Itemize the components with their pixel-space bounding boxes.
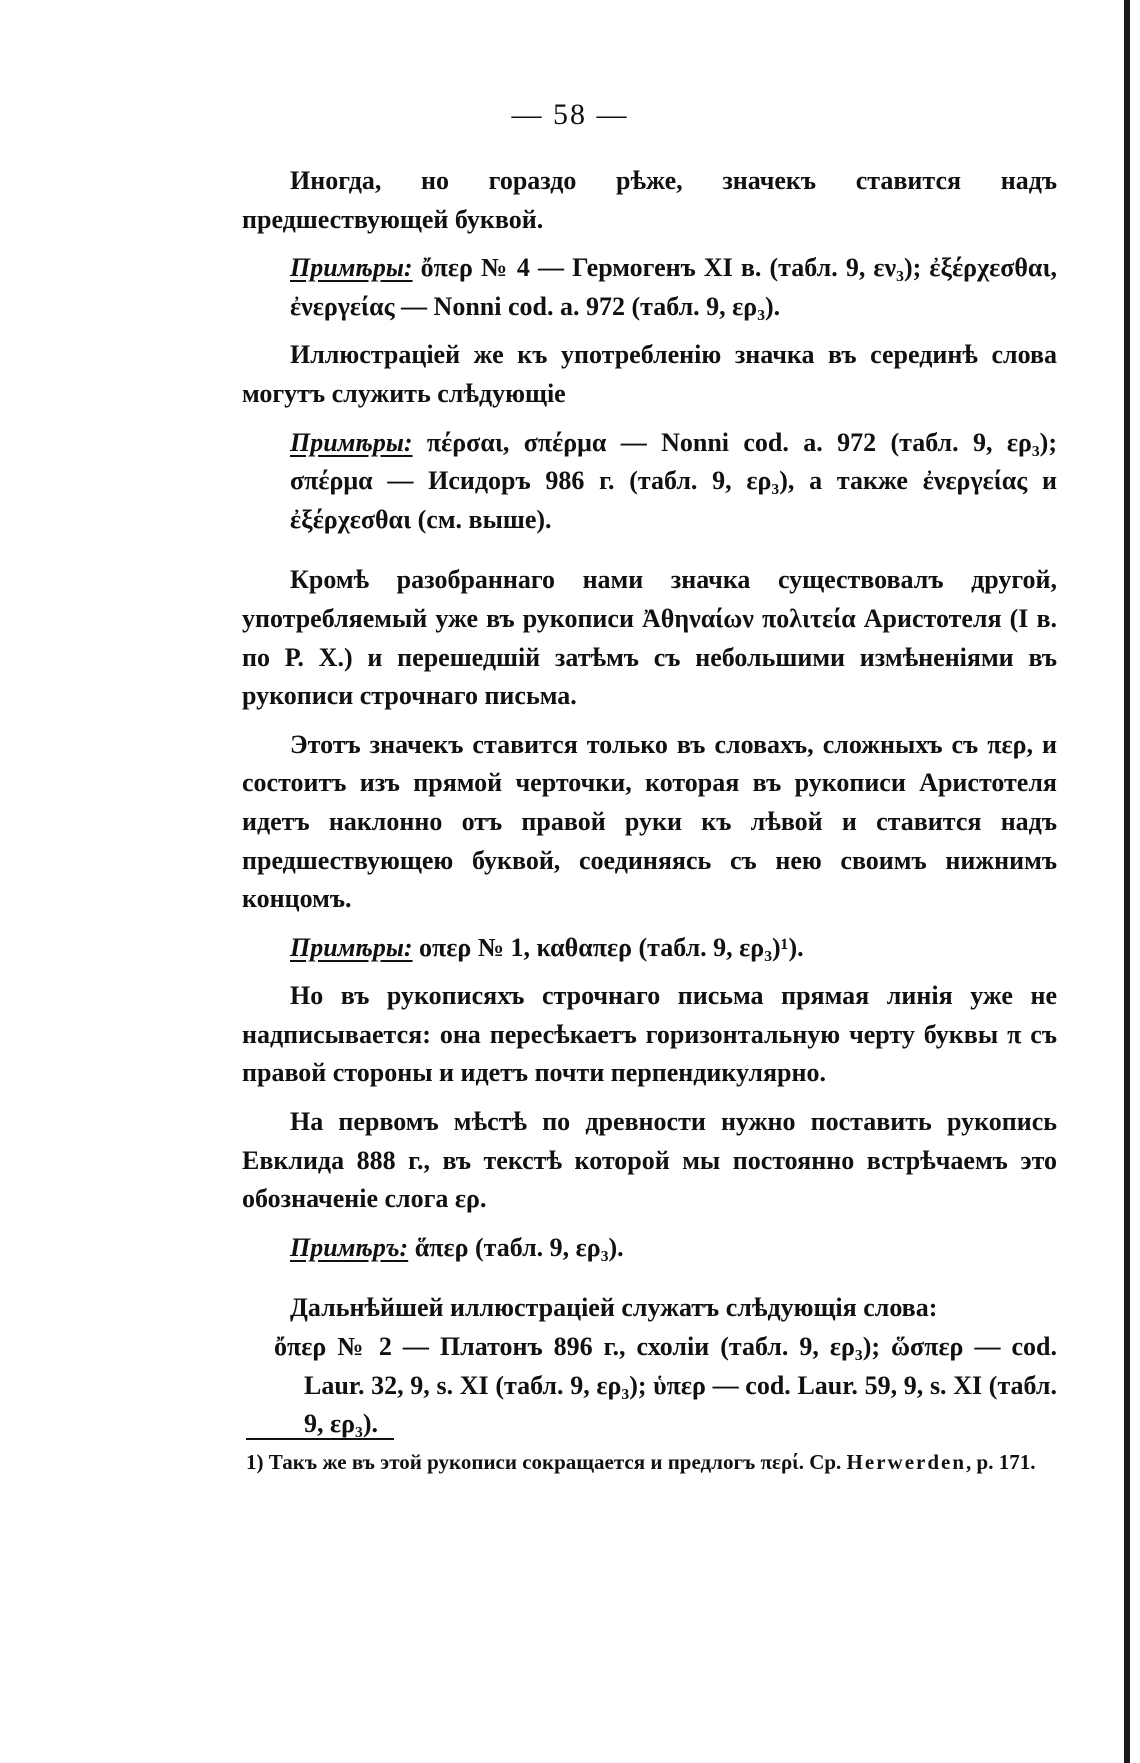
- example-5: ὄπερ № 2 — Платонъ 896 г., схоліи (табл. 9, ερ₃); ὥσπερ — cod. Laur. 32, 9, s. XI (табл. 9, ερ₃); ὑπερ — cod. Laur. 59, 9, s. XI (табл. 9, ερ₃).: [274, 1332, 1057, 1439]
- example-3: [242, 929, 1057, 968]
- example-1-label: Примѣры:: [290, 253, 413, 283]
- page-edge-rule: [1124, 0, 1130, 1763]
- paragraph-1: Иногда, но гораздо рѣже, значекъ ставится надъ предшествующей буквой.: [242, 166, 1057, 234]
- footnote-ref: , p. 171.: [966, 1450, 1036, 1474]
- paragraph-2: Иллюстраціей же къ употребленію значка въ серединѣ слова могутъ служить слѣдующіе: [242, 340, 1057, 408]
- example-2: [242, 424, 1057, 540]
- footnote-text: 1) Такъ же въ этой рукописи сокращается и предлогъ περί. Ср.: [246, 1450, 842, 1474]
- page-number: — 58 —: [511, 98, 629, 131]
- example-1-text: ὄπερ № 4 — Гермогенъ XI в. (табл. 9, εν₃); ἐξέρχεσθαι, ἐνεργείας — Nonni cod. a. 972 (табл. 9, ερ₃).: [290, 253, 1058, 321]
- paragraph-5: Но въ рукописяхъ строчнаго письма прямая линія уже не надписывается: она пересѣкаетъ горизонтальную черту буквы π съ правой стороны и идетъ почти перпендикулярно.: [242, 981, 1057, 1088]
- footnote-line: [246, 1446, 1056, 1479]
- example-2-label: Примѣры:: [290, 427, 413, 457]
- footnote-divider: [246, 1438, 394, 1440]
- example-3-label: Примѣры:: [290, 932, 413, 962]
- paragraph-6: На первомъ мѣстѣ по древности нужно поставить рукопись Евклида 888 г., въ текстѣ которой мы постоянно встрѣчаемъ это обозначеніе слога ερ.: [242, 1107, 1057, 1214]
- example-4: [242, 1229, 1057, 1268]
- example-3-text: οπερ № 1, καθαπερ (табл. 9, ερ₃)¹).: [419, 932, 804, 962]
- example-2-text: πέρσαι, σπέρμα — Nonni cod. a. 972 (табл. 9, ερ₃); σπέρμα — Исидоръ 986 г. (табл. 9, ερ₃), а также ἐνεργείας и ἐξέρχεσθαι (см. выше).: [290, 427, 1057, 534]
- footnote-author: Herwerden: [846, 1450, 967, 1474]
- paragraph-3: Кромѣ разобраннаго нами значка существовалъ другой, употребляемый уже въ рукописи Ἀθηναίων πολιτεία Аристотеля (I в. по Р. X.) и перешедшій затѣмъ съ небольшими измѣненіями въ рукописи строчнаго письма.: [242, 565, 1057, 711]
- paragraph-4: Этотъ значекъ ставится только въ словахъ, сложныхъ съ περ, и состоитъ изъ прямой черточки, которая въ рукописи Аристотеля идетъ наклонно отъ правой руки къ лѣвой и ставится надъ предшествующею буквой, соединяясь съ нею своимъ нижнимъ концомъ.: [242, 729, 1057, 914]
- paragraph-7: Дальнѣйшей иллюстраціей служатъ слѣдующія слова:: [290, 1293, 938, 1323]
- main-text: [242, 162, 1057, 1444]
- footnote: [246, 1446, 1056, 1479]
- example-1: [242, 249, 1057, 326]
- example-4-label: Примѣръ:: [290, 1232, 409, 1262]
- example-4-text: ἅπερ (табл. 9, ερ₃).: [414, 1232, 624, 1262]
